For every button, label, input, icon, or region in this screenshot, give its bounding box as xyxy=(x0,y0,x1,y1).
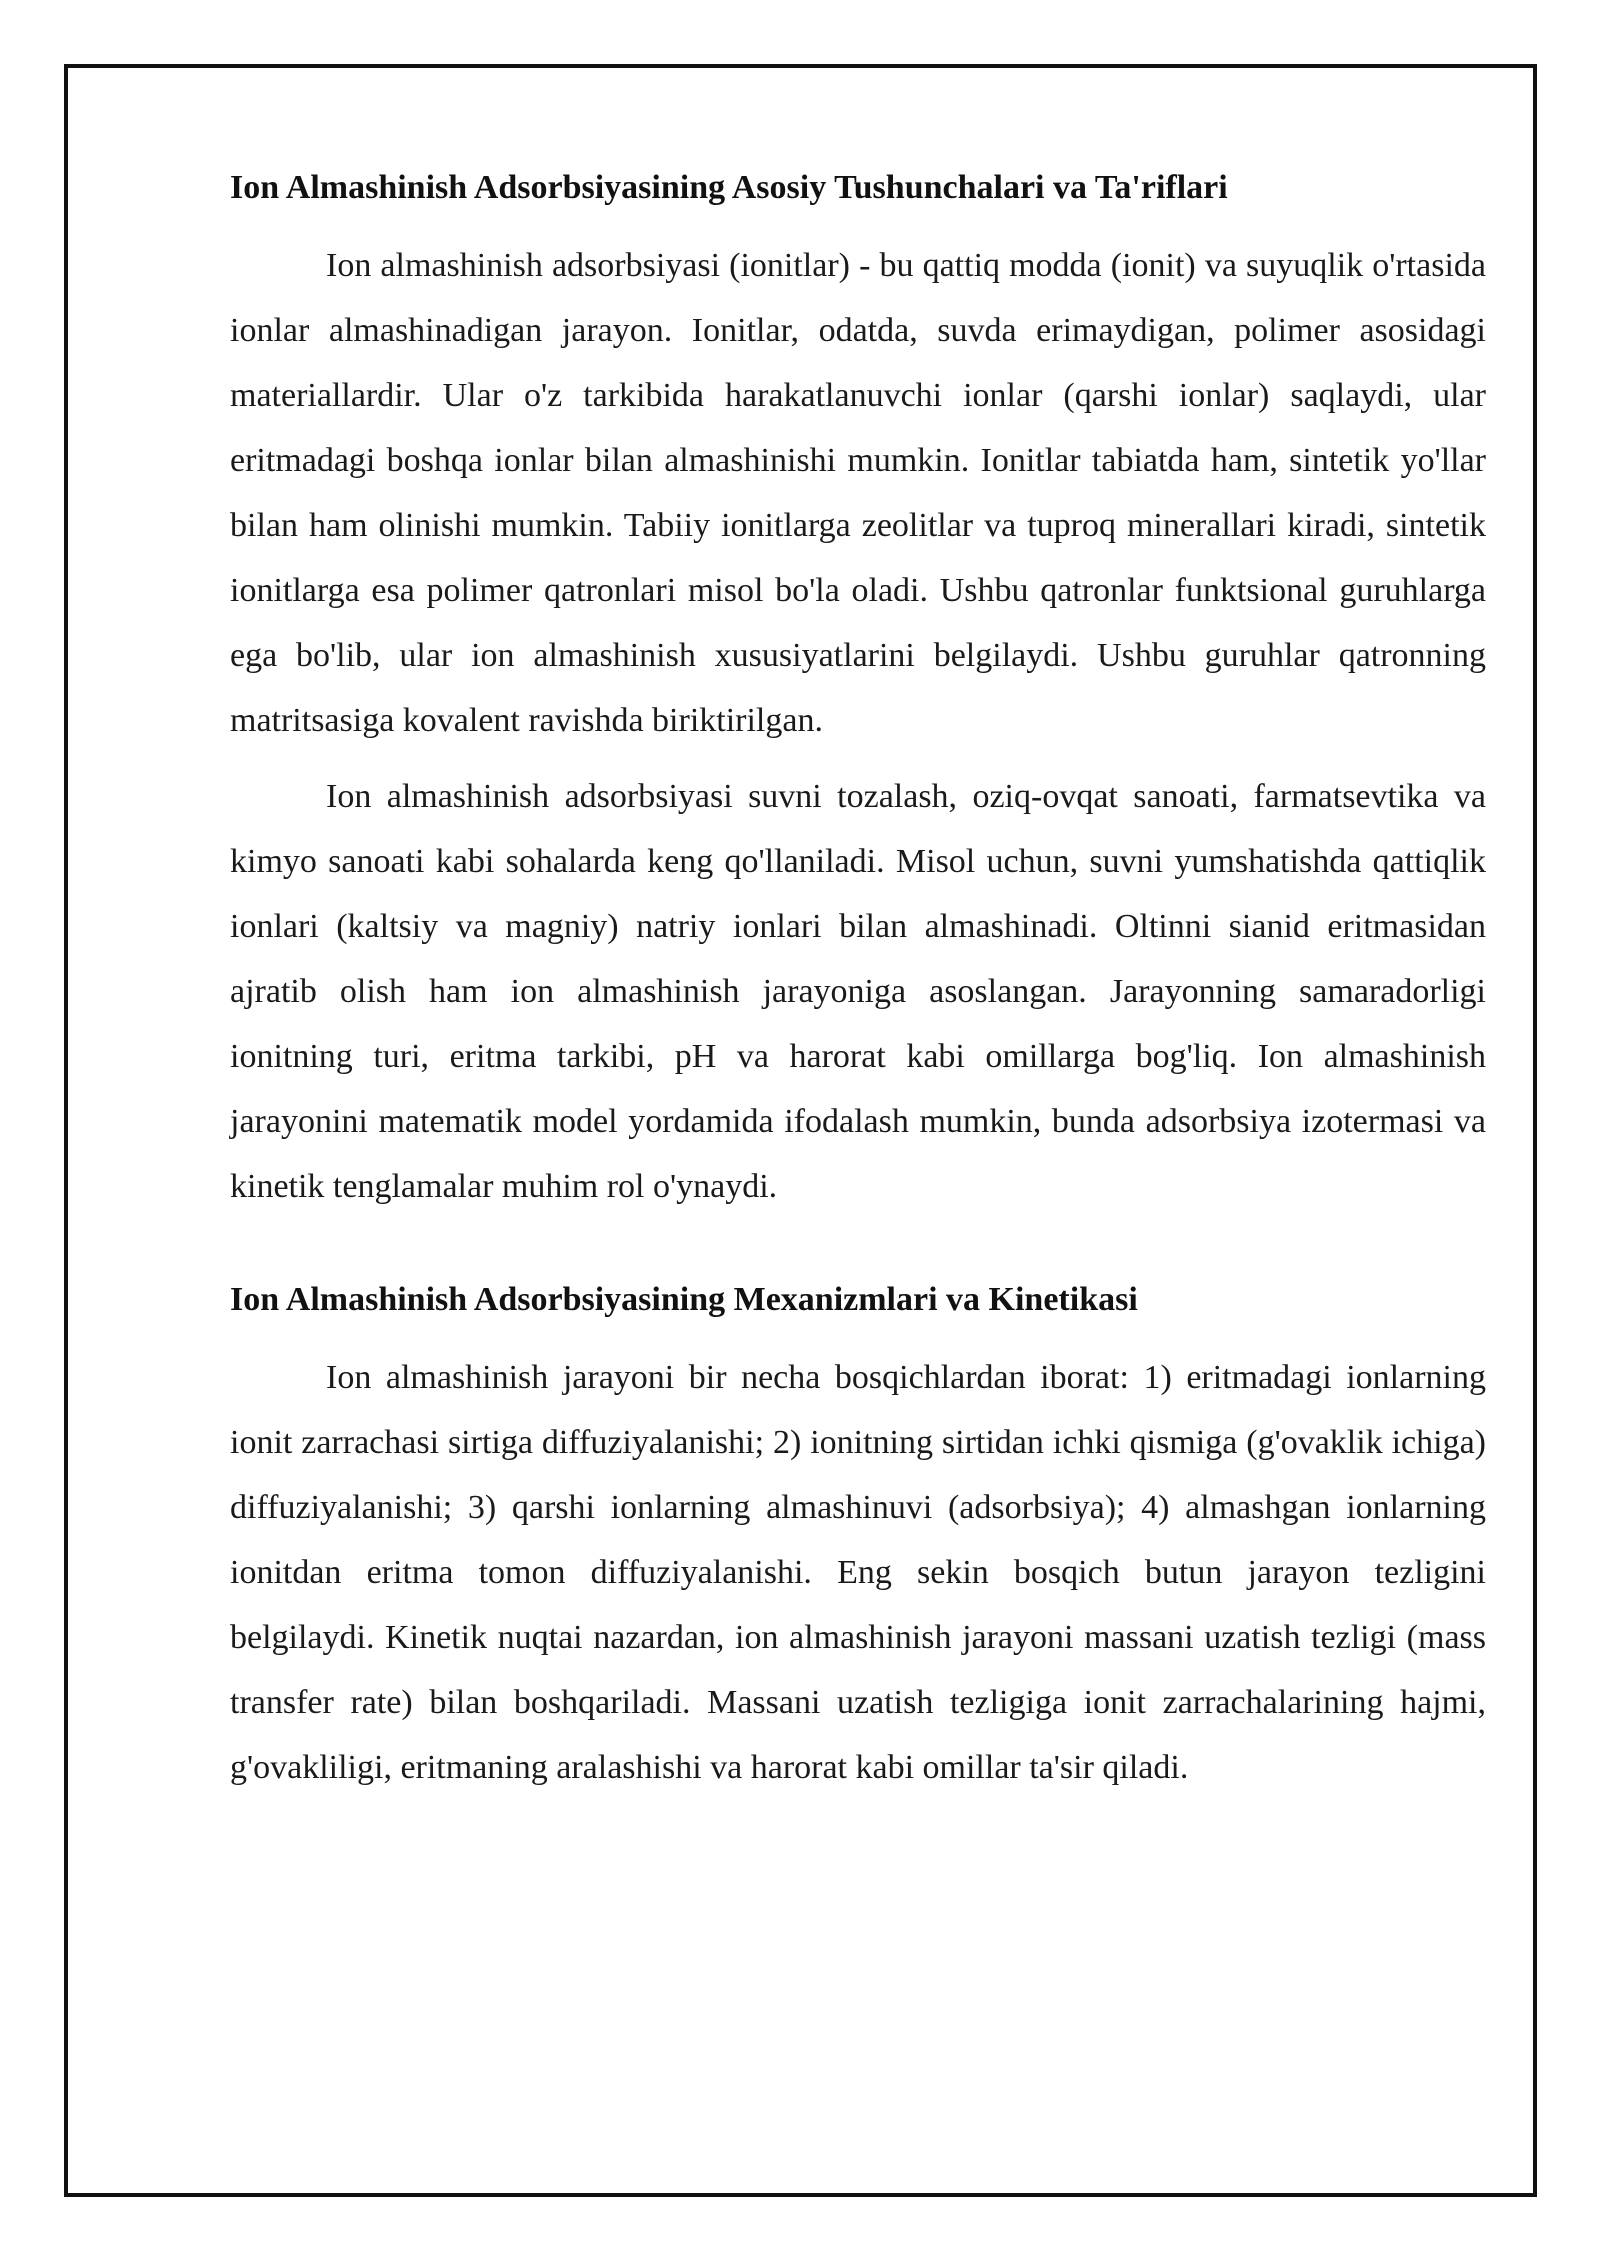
paragraph-applications: Ion almashinish adsorbsiyasi suvni tozalash, oziq-ovqat sanoati, farmatsevtika va kimyo sanoati kabi sohalarda keng qo'llaniladi. Misol uchun, suvni yumshatishda qattiqlik ionlari (kaltsiy va magniy) natriy ionlari bilan almashinadi. Oltinni sianid eritmasidan ajratib olish ham ion almashinish jarayoniga asoslangan. Jarayonning samaradorligi ionitning turi, eritma tarkibi, pH va harorat kabi omillarga bog'liq. Ion almashinish jarayonini matematik model yordamida ifodalash mumkin, bunda adsorbsiya izotermasi va kinetik tenglamalar muhim rol o'ynaydi. xyxy=(230,778,1486,1205)
paragraph-definition: Ion almashinish adsorbsiyasi (ionitlar) - bu qattiq modda (ionit) va suyuqlik o'rtasida ionlar almashinadigan jarayon. Ionitlar, odatda, suvda erimaydigan, polimer asosidagi materiallardir. Ular o'z tarkibida harakatlanuvchi ionlar (qarshi ionlar) saqlaydi, ular eritmadagi boshqa ionlar bilan almashinishi mumkin. Ionitlar tabiatda ham, sintetik yo'llar bilan ham olinishi mumkin. Tabiiy ionitlarga zeolitlar va tuproq minerallari kiradi, sintetik ionitlarga esa polimer qatronlari misol bo'la oladi. Ushbu qatronlar funktsional guruhlarga ega bo'lib, ular ion almashinish xususiyatlarini belgilaydi. Ushbu guruhlar qatronning matritsasiga kovalent ravishda biriktirilgan. xyxy=(230,247,1486,739)
document-body xyxy=(230,165,1486,1811)
section-heading-mechanisms: Ion Almashinish Adsorbsiyasining Mexanizmlari va Kinetikasi xyxy=(230,1281,1138,1318)
paragraph-mechanism-stages: Ion almashinish jarayoni bir necha bosqichlardan iborat: 1) eritmadagi ionlarning ionit zarrachasi sirtiga diffuziyalanishi; 2) ionitning sirtidan ichki qismiga (g'ovaklik ichiga) diffuziyalanishi; 3) qarshi ionlarning almashinuvi (adsorbsiya); 4) almashgan ionlarning ionitdan eritma tomon diffuziyalanishi. Eng sekin bosqich butun jarayon tezligini belgilaydi. Kinetik nuqtai nazardan, ion almashinish jarayoni massani uzatish tezligi (mass transfer rate) bilan boshqariladi. Massani uzatish tezligiga ionit zarrachalarining hajmi, g'ovakliligi, eritmaning aralashishi va harorat kabi omillar ta'sir qiladi. xyxy=(230,1359,1486,1786)
section-heading-basic-concepts: Ion Almashinish Adsorbsiyasining Asosiy Tushunchalari va Ta'riflari xyxy=(230,169,1228,206)
